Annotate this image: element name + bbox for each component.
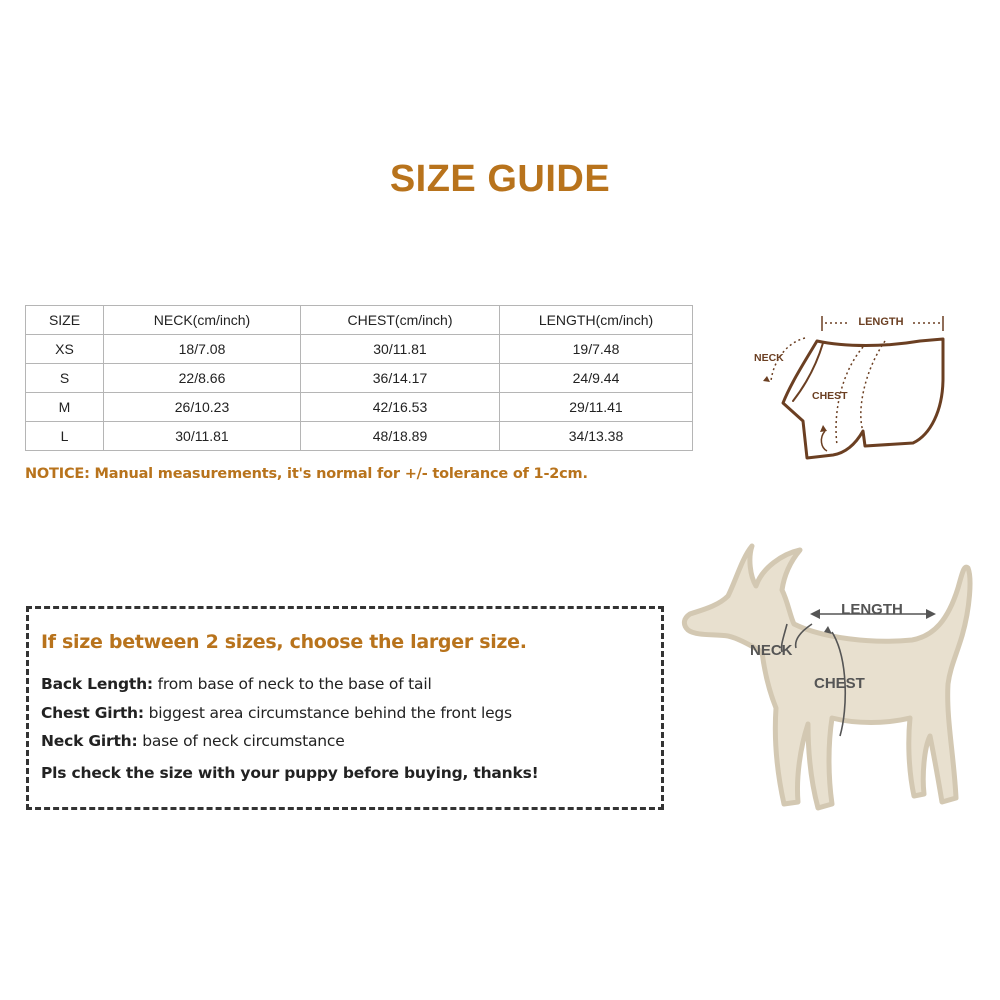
cell-size: S <box>26 364 104 393</box>
shirt-outline <box>783 339 943 458</box>
cell-length: 29/11.41 <box>500 393 693 422</box>
cell-size: XS <box>26 335 104 364</box>
dog-chest-label: CHEST <box>814 675 865 692</box>
notice-text: NOTICE: Manual measurements, it's normal for +/- tolerance of 1-2cm. <box>25 466 588 482</box>
table-row <box>26 422 693 451</box>
cell-chest: 42/16.53 <box>301 393 500 422</box>
back-length-label: Back Length: <box>41 675 153 693</box>
chest-arrow-icon <box>820 425 827 432</box>
dog-length-label: LENGTH <box>841 601 903 618</box>
neck-girth-label: Neck Girth: <box>41 732 138 750</box>
dog-measurement-diagram <box>672 528 992 828</box>
cell-length: 19/7.48 <box>500 335 693 364</box>
cell-neck: 18/7.08 <box>104 335 301 364</box>
cell-length: 34/13.38 <box>500 422 693 451</box>
cell-neck: 30/11.81 <box>104 422 301 451</box>
back-length-text: from base of neck to the base of tail <box>152 675 432 693</box>
neck-arrow-icon <box>763 376 770 382</box>
neck-girth-line <box>41 732 345 750</box>
table-row <box>26 335 693 364</box>
cell-chest: 36/14.17 <box>301 364 500 393</box>
closing-note: Pls check the size with your puppy before buying, thanks! <box>41 764 539 782</box>
header-length: LENGTH(cm/inch) <box>500 306 693 335</box>
neck-girth-text: base of neck circumstance <box>137 732 345 750</box>
shirt-neck-label: NECK <box>754 352 784 364</box>
table-row <box>26 393 693 422</box>
chest-arrow-curve <box>821 431 827 451</box>
sizing-tips-box <box>26 606 664 810</box>
tips-headline: If size between 2 sizes, choose the larger size. <box>41 631 527 653</box>
header-chest: CHEST(cm/inch) <box>301 306 500 335</box>
cell-chest: 48/18.89 <box>301 422 500 451</box>
cell-neck: 26/10.23 <box>104 393 301 422</box>
header-size: SIZE <box>26 306 104 335</box>
chest-girth-text: biggest area circumstance behind the front legs <box>143 704 512 722</box>
shirt-chest-label: CHEST <box>812 390 848 402</box>
shirt-length-label: LENGTH <box>858 316 904 328</box>
page-title: SIZE GUIDE <box>389 158 611 200</box>
back-length-line <box>41 675 432 693</box>
cell-size: M <box>26 393 104 422</box>
cell-neck: 22/8.66 <box>104 364 301 393</box>
dog-neck-label: NECK <box>750 642 793 659</box>
table-header-row <box>26 306 693 335</box>
chest-dotted-arc-2 <box>861 341 885 431</box>
shirt-measurement-diagram <box>745 303 965 473</box>
table-row <box>26 364 693 393</box>
chest-girth-label: Chest Girth: <box>41 704 144 722</box>
header-neck: NECK(cm/inch) <box>104 306 301 335</box>
cell-length: 24/9.44 <box>500 364 693 393</box>
chest-girth-line <box>41 704 512 722</box>
cell-chest: 30/11.81 <box>301 335 500 364</box>
cell-size: L <box>26 422 104 451</box>
size-table <box>25 305 693 451</box>
